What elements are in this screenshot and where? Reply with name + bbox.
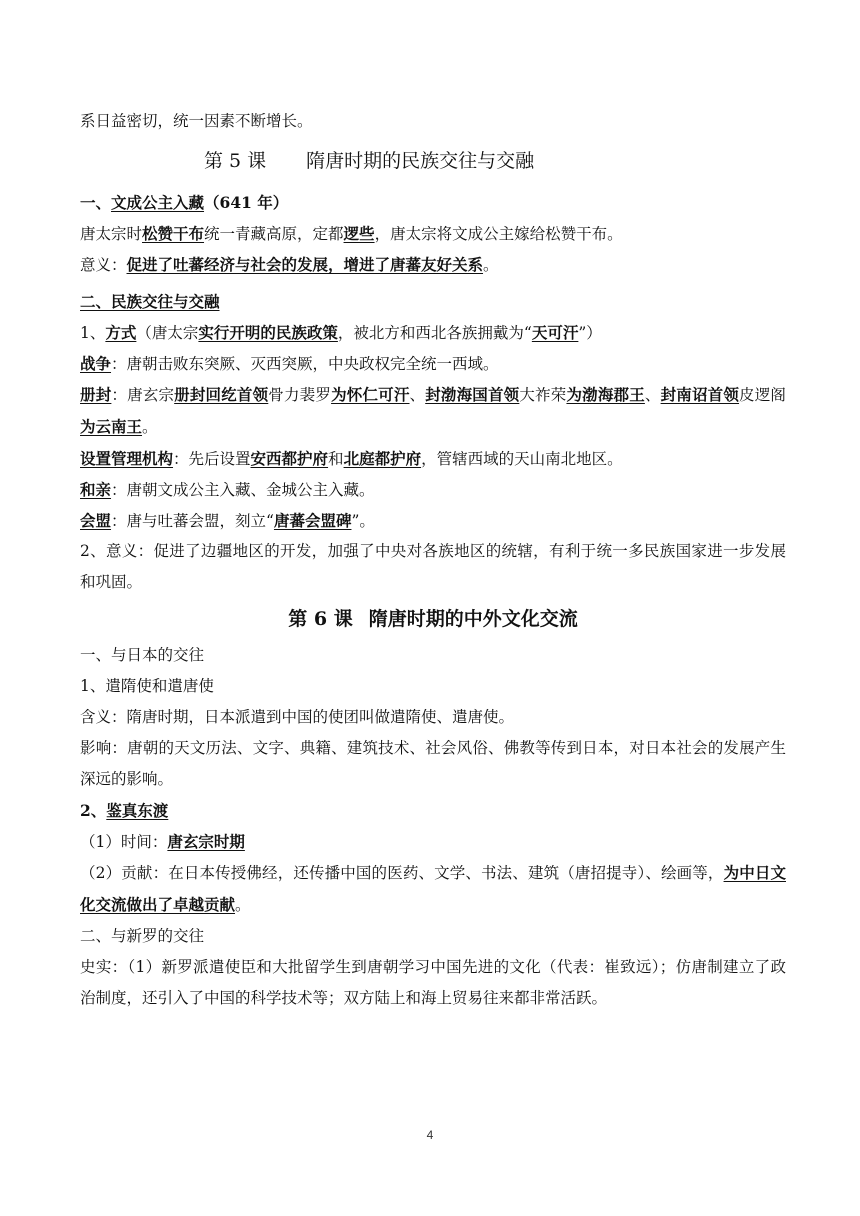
envoys-heading: 1、遣隋使和遣唐使 xyxy=(80,677,214,695)
marriage-line: 和亲：唐朝文成公主入藏、金城公主入藏。 xyxy=(80,480,375,499)
war-line: 战争：唐朝击败东突厥、灭西突厥，中央政权完全统一西域。 xyxy=(80,354,499,373)
lesson6-heading xyxy=(80,598,786,640)
silla-facts: 史实：（1）新罗派遣使臣和大批留学生到唐朝学习中国先进的文化（代表：崔致远）；仿唐制建立了政治制度，还引入了中国的科学技术等；双方陆上和海上贸易往来都非常活跃。 xyxy=(80,958,786,1007)
alliance-line: 会盟：唐与吐蕃会盟，刻立“唐蕃会盟碑”。 xyxy=(80,511,375,530)
page-number: 4 xyxy=(426,1128,434,1142)
confer-paragraph: 册封：唐玄宗册封回纥首领骨力裴罗为怀仁可汗、封渤海国首领大祚荣为渤海郡王、封南诏首领皮逻阁为云南王。 xyxy=(80,385,786,436)
lesson5-number: 第 5 课 xyxy=(204,150,267,172)
songtsen-gampo: 松赞干布 xyxy=(142,224,205,243)
envoys-meaning: 含义：隋唐时期，日本派遣到中国的使团叫做遣隋使、遣唐使。 xyxy=(80,708,515,726)
wencheng-fact: 唐太宗时松赞干布统一青藏高原，定都逻些，唐太宗将文成公主嫁给松赞干布。 xyxy=(80,224,623,243)
wencheng-title: 文成公主入藏 xyxy=(111,193,205,212)
wencheng-significance: 意义：促进了吐蕃经济与社会的发展，增进了唐蕃友好关系。 xyxy=(80,255,499,274)
tian-kehan: 天可汗 xyxy=(531,323,579,342)
significance-key: 促进了吐蕃经济与社会的发展，增进了唐蕃友好关系 xyxy=(126,255,484,274)
admin-line: 设置管理机构：先后设置安西都护府和北庭都护府，管辖西域的天山南北地区。 xyxy=(80,449,623,468)
jianzhen-contribution: （2）贡献：在日本传授佛经，还传播中国的医药、文学、书法、建筑（唐招提寺）、绘画等，为中日文化交流做出了卓越贡献。 xyxy=(80,863,786,914)
ethnic-significance: 2、意义：促进了边疆地区的开发，加强了中央对各族地区的统辖，有利于统一多民族国家进一步发展和巩固。 xyxy=(80,542,786,591)
lesson5-title: 隋唐时期的民族交往与交融 xyxy=(306,150,535,172)
jianzhen-heading: 2、鉴真东渡 xyxy=(80,801,169,820)
lesson5-heading xyxy=(80,141,786,181)
lhasa: 逻些 xyxy=(343,224,375,243)
section-wencheng-heading: 一、文成公主入藏（641 年） xyxy=(80,193,289,212)
page-content xyxy=(80,106,786,1014)
japan-heading: 一、与日本的交往 xyxy=(80,646,205,664)
section-ethnic-heading: 二、民族交往与交融 xyxy=(80,292,220,311)
jianzhen-time: （1）时间：唐玄宗时期 xyxy=(80,832,245,851)
intro-line: 系日益密切，统一因素不断增长。 xyxy=(80,112,313,130)
envoys-influence: 影响：唐朝的天文历法、文字、典籍、建筑技术、社会风俗、佛教等传到日本，对日本社会的发展产生深远的影响。 xyxy=(80,739,786,788)
wencheng-year: （641 年） xyxy=(204,193,289,212)
way-line: 1、方式（唐太宗实行开明的民族政策，被北方和西北各族拥戴为“天可汗”） xyxy=(80,323,602,342)
lesson6-title: 隋唐时期的中外文化交流 xyxy=(368,608,578,630)
lesson6-number: 第 6 课 xyxy=(288,608,353,630)
silla-heading: 二、与新罗的交往 xyxy=(80,927,205,945)
